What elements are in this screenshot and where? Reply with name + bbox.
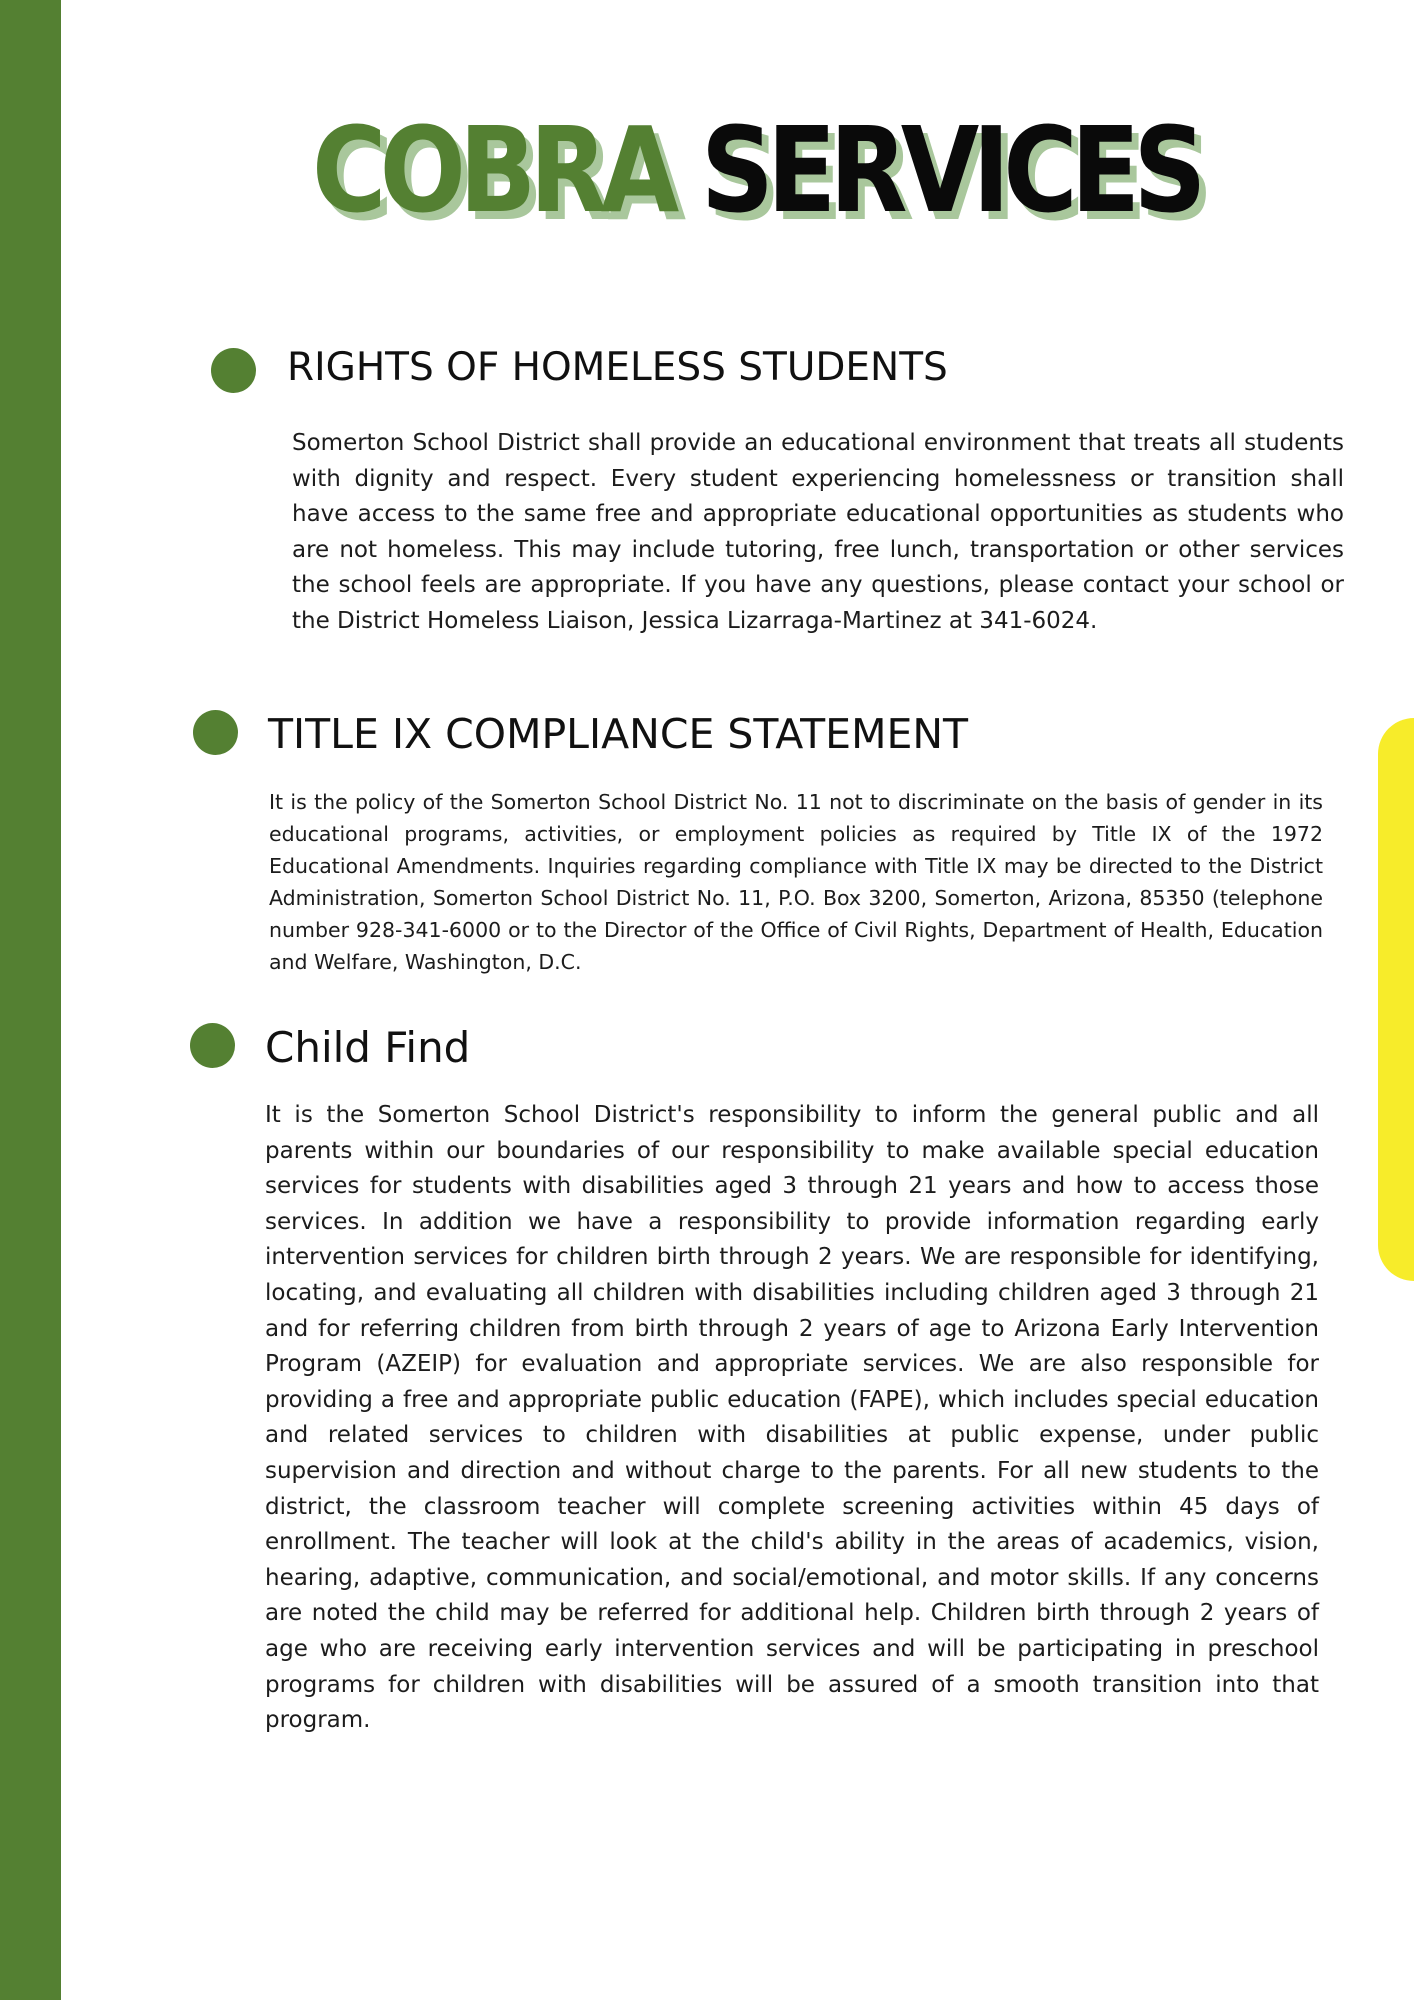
- title-word-services: SERVICES: [700, 101, 1200, 239]
- section-heading-homeless-rights: RIGHTS OF HOMELESS STUDENTS: [287, 345, 948, 390]
- section-body-child-find: It is the Somerton School District's responsibility to inform the general public and all parents within our boundaries of our responsibility to make available special education services for students with disabilities aged 3 through 21 years and how to access those services. In addition we have a responsibility to provide information regarding early intervention services for children birth through 2 years. We are responsible for identifying, locating, and evaluating all children with disabilities including children aged 3 through 21 and for referring children from birth through 2 years of age to Arizona Early Intervention Program (AZEIP) for evaluation and appropriate services. We are also responsible for providing a free and appropriate public education (FAPE), which includes special education and related services to children with disabilities at public expense, under public supervision and direction and without charge to the parents. For all new students to the district, the classroom teacher will complete screening activities within 45 days of enrollment. The teacher will look at the child's ability in the areas of academics, vision, hearing, adaptive, communication, and social/emotional, and motor skills. If any concerns are noted the child may be referred for additional help. Children birth through 2 years of age who are receiving early intervention services and will be participating in preschool programs for children with disabilities will be assured of a smooth transition into that program.: [265, 1102, 1319, 1734]
- bullet-dot-icon: [190, 1023, 235, 1068]
- section-heading-title-ix: TITLE IX COMPLIANCE STATEMENT: [268, 710, 969, 758]
- left-accent-bar: [0, 0, 61, 2000]
- right-accent-tab: [1378, 718, 1414, 1281]
- bullet-dot-icon: [211, 348, 256, 393]
- title-word-cobra: COBRA: [312, 101, 673, 239]
- section-body-title-ix: It is the policy of the Somerton School District No. 11 not to discriminate on the basis of gender in its educational programs, activities, or employment policies as required by Title IX of the 1972 Educational Amendments. Inquiries regarding compliance with Title IX may be directed to the District Administration, Somerton School District No. 11, P.O. Box 3200, Somerton, Arizona, 85350 (telephone number 928-341-6000 or to the Director of the Office of Civil Rights, Department of Health, Education and Welfare, Washington, D.C.: [269, 790, 1323, 974]
- bullet-dot-icon: [193, 710, 238, 755]
- section-heading-child-find: Child Find: [265, 1023, 471, 1072]
- page-title: [312, 100, 1200, 240]
- section-body-homeless-rights: Somerton School District shall provide an educational environment that treats all students with dignity and respect. Every student experiencing homelessness or transition shall have access to the same free and appropriate educational opportunities as students who are not homeless. This may include tutoring, free lunch, transportation or other services the school feels are appropriate. If you have any questions, please contact your school or the District Homeless Liaison, Jessica Lizarraga-Martinez at 341-6024.: [292, 430, 1344, 634]
